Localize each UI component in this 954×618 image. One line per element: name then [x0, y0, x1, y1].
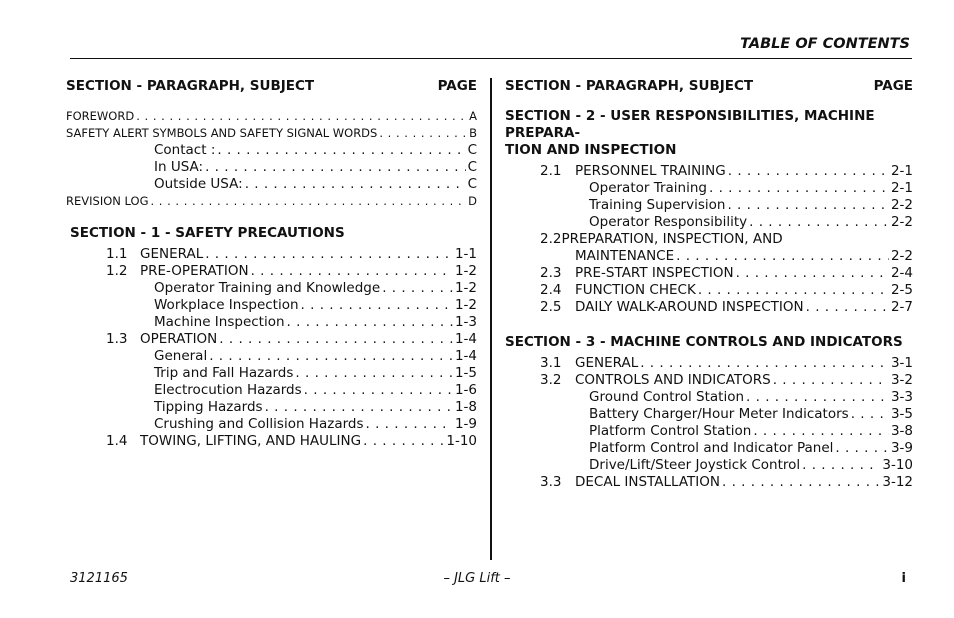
toc-entry-number: 3.3 — [540, 474, 562, 490]
toc-entry[interactable] — [66, 263, 477, 280]
toc-entry-label: FUNCTION CHECK — [575, 282, 696, 298]
section-2-title — [505, 108, 913, 159]
toc-entry-label: SAFETY ALERT SYMBOLS AND SAFETY SIGNAL WORDS — [66, 126, 378, 140]
toc-entry-label: TOWING, LIFTING, AND HAULING — [140, 433, 362, 449]
toc-entry[interactable] — [66, 399, 477, 416]
toc-entry-label: Battery Charger/Hour Meter Indicators — [589, 406, 849, 422]
toc-entry-label: Trip and Fall Hazards — [154, 365, 294, 381]
toc-entry[interactable] — [66, 142, 477, 159]
dot-leader — [640, 355, 889, 372]
toc-entry[interactable] — [505, 355, 913, 372]
toc-entry-label-line1 — [505, 231, 913, 248]
dot-leader — [265, 399, 453, 416]
toc-entry-label: GENERAL — [575, 355, 639, 371]
toc-entry-page: 2-5 — [890, 282, 913, 298]
toc-entry-label: OPERATION — [140, 331, 218, 347]
toc-entry-page: D — [468, 194, 477, 208]
toc-entry-page: 2-2 — [890, 214, 913, 230]
toc-entry-page: 1-2 — [454, 297, 477, 313]
toc-entry-label: REVISION LOG — [66, 194, 149, 208]
toc-entry-page: 3-12 — [882, 474, 913, 490]
toc-entry-label: PRE-START INSPECTION — [575, 265, 734, 281]
toc-entry-page: 2-1 — [890, 180, 913, 196]
toc-entry-label: DECAL INSTALLATION — [575, 474, 720, 490]
toc-entry-label: PERSONNEL TRAINING — [575, 163, 726, 179]
column-header-page: PAGE — [437, 78, 477, 94]
toc-entry-page: 1-5 — [454, 365, 477, 381]
toc-entry[interactable] — [505, 406, 913, 423]
toc-entry-page: 3-10 — [882, 457, 913, 473]
dot-leader — [835, 440, 889, 457]
toc-entry-label: FOREWORD — [66, 109, 135, 123]
dot-leader — [251, 263, 453, 280]
toc-entry[interactable] — [505, 372, 913, 389]
toc-entry[interactable] — [66, 246, 477, 263]
toc-entry[interactable] — [505, 163, 913, 180]
dot-leader — [136, 108, 467, 125]
toc-entry-page: A — [469, 109, 477, 123]
toc-entry-label: Training Supervision — [589, 197, 726, 213]
dot-leader — [722, 474, 880, 491]
toc-entry[interactable] — [66, 125, 477, 142]
toc-entry[interactable] — [505, 299, 913, 316]
toc-entry[interactable] — [505, 248, 913, 265]
column-header-subject: SECTION - PARAGRAPH, SUBJECT — [66, 78, 315, 94]
toc-entry-page: 3-5 — [890, 406, 913, 422]
dot-leader — [709, 180, 889, 197]
toc-entry-label: Machine Inspection — [154, 314, 285, 330]
toc-entry-label: Crushing and Collision Hazards — [154, 416, 364, 432]
dot-leader — [150, 193, 466, 210]
toc-entry-number: 1.4 — [106, 433, 128, 449]
dot-leader — [698, 282, 889, 299]
toc-entry[interactable] — [505, 440, 913, 457]
toc-entry[interactable] — [66, 314, 477, 331]
toc-entry[interactable] — [66, 176, 477, 193]
toc-entry-number: 2.5 — [540, 299, 562, 315]
toc-entry-number: 1.3 — [106, 331, 128, 347]
dot-leader — [382, 280, 453, 297]
toc-entry-page: 1-4 — [454, 331, 477, 347]
toc-entry[interactable] — [505, 282, 913, 299]
toc-entry-page: 3-2 — [890, 372, 913, 388]
section-1-entries — [66, 246, 477, 450]
toc-entry[interactable] — [66, 280, 477, 297]
toc-entry-page: 2-7 — [890, 299, 913, 315]
toc-entry-number: 2.3 — [540, 265, 562, 281]
dot-leader — [773, 372, 889, 389]
toc-entry-label: MAINTENANCE — [575, 248, 675, 264]
toc-entry[interactable] — [66, 348, 477, 365]
section-1-title: SECTION - 1 - SAFETY PRECAUTIONS — [70, 225, 345, 241]
dot-leader — [205, 159, 465, 176]
toc-entry[interactable] — [66, 297, 477, 314]
dot-leader — [728, 163, 889, 180]
toc-entry-label: Workplace Inspection — [154, 297, 299, 313]
dot-leader — [851, 406, 889, 423]
toc-entry-page: 1-2 — [454, 263, 477, 279]
dot-leader — [746, 389, 889, 406]
toc-entry-page: 1-6 — [454, 382, 477, 398]
dot-leader — [366, 416, 453, 433]
toc-entry-label: Platform Control Station — [589, 423, 752, 439]
toc-entry-number: 2.1 — [540, 163, 562, 179]
toc-entry-page: 3-9 — [890, 440, 913, 456]
toc-entry[interactable] — [66, 416, 477, 433]
toc-entry-label: Platform Control and Indicator Panel — [589, 440, 834, 456]
toc-entry-label: General — [154, 348, 208, 364]
toc-entry-page: 1-1 — [454, 246, 477, 262]
toc-entry-label: Contact : — [154, 142, 216, 158]
dot-leader — [209, 348, 453, 365]
toc-entry-number: 3.1 — [540, 355, 562, 371]
toc-entry[interactable] — [66, 108, 477, 125]
toc-left-column — [66, 77, 477, 450]
toc-entry-label: PRE-OPERATION — [140, 263, 249, 279]
toc-entry[interactable] — [505, 389, 913, 406]
toc-entry-page: 1-8 — [454, 399, 477, 415]
toc-entry-page: B — [469, 126, 477, 140]
toc-entry[interactable] — [66, 382, 477, 399]
document-number: 3121165 — [70, 571, 128, 586]
dot-leader — [379, 125, 467, 142]
toc-entry-label: Operator Responsibility — [589, 214, 748, 230]
toc-entry-page: 2-1 — [890, 163, 913, 179]
footer-brand: – JLG Lift – — [443, 571, 511, 586]
toc-entry-label: Outside USA: — [154, 176, 243, 192]
toc-entry-number: 3.2 — [540, 372, 562, 388]
toc-entry-label: CONTROLS AND INDICATORS — [575, 372, 771, 388]
toc-entry[interactable] — [505, 423, 913, 440]
toc-entry[interactable] — [505, 214, 913, 231]
toc-entry-page: 2-2 — [890, 248, 913, 264]
toc-entry-label: PREPARATION, INSPECTION, AND — [561, 231, 783, 247]
section-3-entries — [505, 355, 913, 491]
section-3-title: SECTION - 3 - MACHINE CONTROLS AND INDICATORS — [505, 334, 903, 350]
page-header-title: TABLE OF CONTENTS — [740, 36, 910, 52]
column-header — [66, 77, 477, 95]
toc-entry-page: C — [467, 176, 477, 192]
dot-leader — [219, 331, 453, 348]
toc-entry-label: GENERAL — [140, 246, 204, 262]
toc-entry[interactable] — [505, 197, 913, 214]
toc-entry-number: 1.2 — [106, 263, 128, 279]
toc-entry-number: 2.2 — [540, 231, 562, 247]
dot-leader — [363, 433, 444, 450]
dot-leader — [749, 214, 889, 231]
dot-leader — [245, 176, 466, 193]
dot-leader — [753, 423, 889, 440]
toc-entry[interactable] — [505, 180, 913, 197]
dot-leader — [304, 382, 453, 399]
dot-leader — [736, 265, 889, 282]
toc-entry[interactable] — [505, 265, 913, 282]
toc-entry-page: 3-8 — [890, 423, 913, 439]
toc-entry-page: 2-2 — [890, 197, 913, 213]
dot-leader — [205, 246, 453, 263]
toc-entry-label: DAILY WALK-AROUND INSPECTION — [575, 299, 804, 315]
toc-entry-number: 1.1 — [106, 246, 128, 262]
toc-entry-page: 3-3 — [890, 389, 913, 405]
column-header — [505, 77, 913, 95]
toc-entry-label: Electrocution Hazards — [154, 382, 302, 398]
column-header-page: PAGE — [873, 78, 913, 94]
dot-leader — [806, 299, 889, 316]
toc-entry-page: 1-10 — [446, 433, 477, 449]
toc-entry-page: 1-3 — [454, 314, 477, 330]
toc-entry-label: Operator Training and Knowledge — [154, 280, 381, 296]
toc-entry-label: Ground Control Station — [589, 389, 745, 405]
toc-entry-label: In USA: — [154, 159, 204, 175]
toc-entry-page: C — [467, 142, 477, 158]
toc-entry[interactable] — [66, 331, 477, 348]
column-divider — [490, 78, 492, 560]
toc-entry-page: C — [467, 159, 477, 175]
toc-entry-page: 3-1 — [890, 355, 913, 371]
dot-leader — [727, 197, 888, 214]
toc-entry-page: 1-9 — [454, 416, 477, 432]
section-2-entries — [505, 163, 913, 316]
toc-entry-page: 1-4 — [454, 348, 477, 364]
section-2-title-line1: SECTION - 2 - USER RESPONSIBILITIES, MACHINE PREPARA- — [505, 108, 875, 141]
toc-entry-page: 2-4 — [890, 265, 913, 281]
dot-leader — [295, 365, 453, 382]
toc-entry-label: Tipping Hazards — [154, 399, 263, 415]
column-header-subject: SECTION - PARAGRAPH, SUBJECT — [505, 78, 754, 94]
toc-entry[interactable] — [505, 474, 913, 491]
front-matter-list — [66, 108, 477, 210]
section-2-title-line2: TION AND INSPECTION — [505, 142, 677, 158]
dot-leader — [802, 457, 880, 474]
toc-entry[interactable] — [66, 159, 477, 176]
dot-leader — [301, 297, 453, 314]
toc-entry-page: 1-2 — [454, 280, 477, 296]
toc-entry-number: 2.4 — [540, 282, 562, 298]
dot-leader — [676, 248, 889, 265]
toc-entry[interactable] — [66, 365, 477, 382]
toc-entry[interactable] — [505, 457, 913, 474]
toc-entry[interactable] — [66, 193, 477, 210]
dot-leader — [217, 142, 465, 159]
header-rule — [70, 58, 912, 59]
toc-right-column — [505, 77, 913, 491]
page-number: i — [901, 571, 906, 586]
dot-leader — [287, 314, 453, 331]
toc-entry-label: Drive/Lift/Steer Joystick Control — [589, 457, 801, 473]
toc-entry-label: Operator Training — [589, 180, 707, 196]
toc-entry[interactable] — [66, 433, 477, 450]
